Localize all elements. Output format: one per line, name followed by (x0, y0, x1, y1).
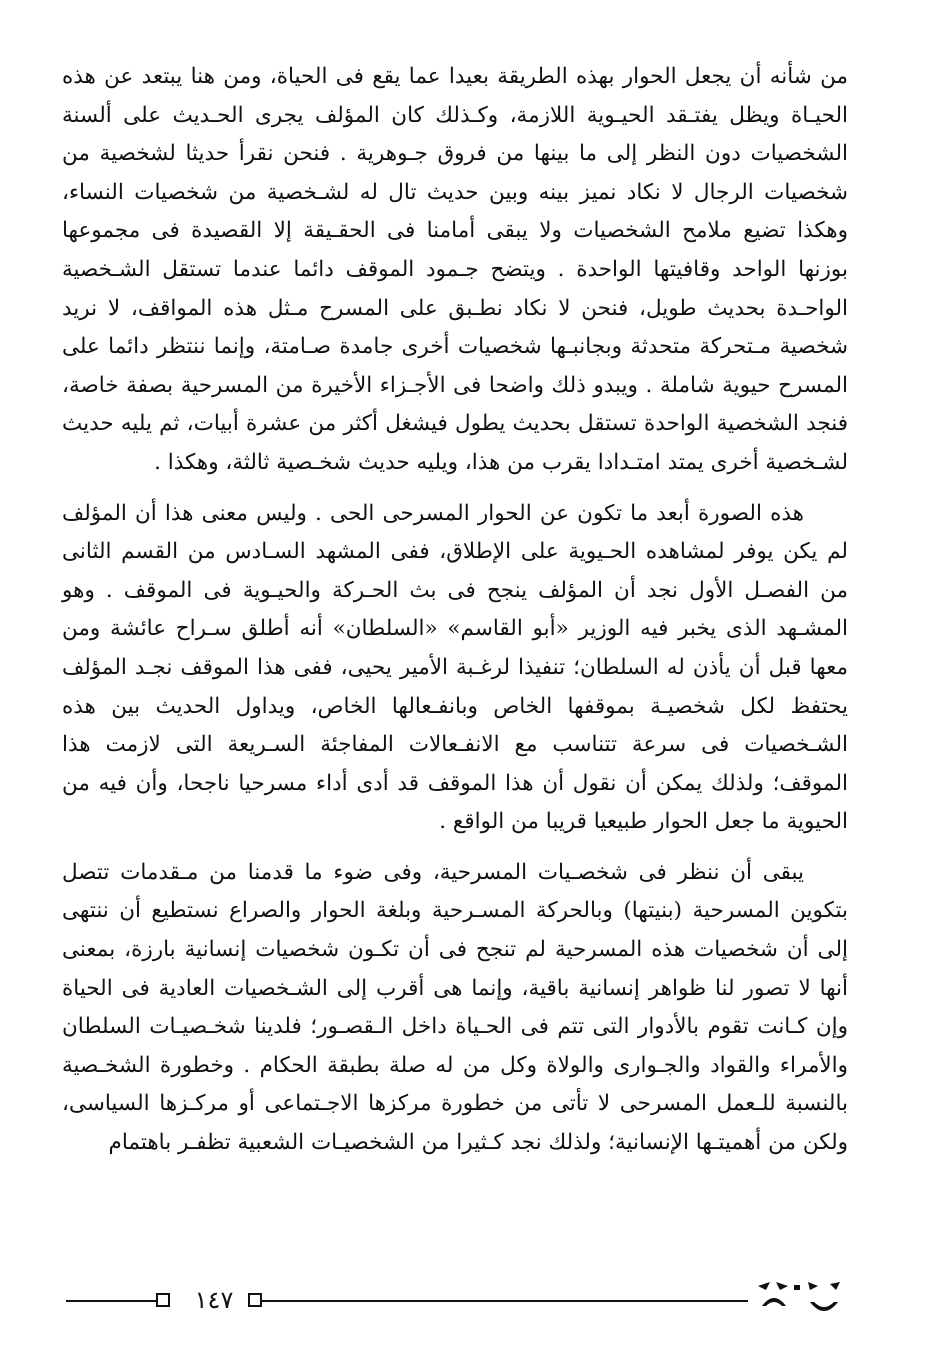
footer-ornament-icon (754, 1276, 846, 1324)
footer-box-left-icon (156, 1293, 170, 1307)
page-number: ١٤٧ (194, 1286, 234, 1314)
paragraph-2: هذه الصورة أبعد ما تكون عن الحوار المسرحى الحى . وليس معنى هذا أن المؤلف لم يكن يوفر لمشاهده الحـيوية على الإطلاق، ففى المشهد السـادس من القسم الثانى من الفصـل الأول نجد أن المؤلف ينجح فى بث الحـركة والحيـوية فى الموقف . وهو المشـهد الذى يخبر فيه الوزير «أبو القاسم» «السلطان» أنه أطلق سـراح عائشة ومن معها قبل أن يأذن له السلطان؛ تنفيذا لرغـبة الأمير يحيى، ففى هذا الموقف نجـد المؤلف يحتفظ لكل شخصيـة بموقفها الخاص وبانفـعالها الخاص، ويداول الحديث بين هذه الشـخصيات فى سرعة تتناسب مع الانفـعالات المفاجئة السـريعة التى لازمت هذا الموقف؛ ولذلك يمكن أن نقول أن هذا الموقف قد أدى أداء مسرحيا ناجحا، وأن فيه من الحيوية ما جعل الحوار طبيعيا قريبا من الواقع . (62, 500, 848, 835)
footer-rule-left (66, 1300, 156, 1302)
body-text (62, 58, 848, 1163)
page-footer (66, 1276, 846, 1324)
footer-box-right-icon (248, 1293, 262, 1307)
footer-rule-right (262, 1300, 748, 1302)
paragraph-3: يبقى أن ننظر فى شخصـيات المسرحية، وفى ضوء ما قدمنا من مـقدمات تتصل بتكوين المسرحية (بنيتها) وبالحركة المسـرحية وبلغة الحوار والصراع نستطيع أن ننتهى إلى أن شخصيات هذه المسرحية لم تنجح فى أن تكـون شخصيات إنسانية بارزة، بمعنى أنها لا تصور لنا ظواهر إنسانية باقية، وإنما هى أقرب إلى الشـخصيات العادية فى الحياة وإن كـانت تقوم بالأدوار التى تتم فى الحـياة داخل الـقصـور؛ فلدينا شخـصيـات السلطان والأمراء والقواد والجـوارى والولاة وكل من له صلة بطبقة الحكام . وخطورة الشخـصية بالنسبة للـعمل المسرحى لا تأتى من خطورة مركزها الاجـتماعى أو مركـزها السياسى، ولكن من أهميتـها الإنسانية؛ ولذلك نجد كـثيرا من الشخصيـات الشعبية تظفـر باهتمام (62, 859, 848, 1156)
paragraph-1: من شأنه أن يجعل الحوار بهذه الطريقة بعيدا عما يقع فى الحياة، ومن هنا يبتعد عن هذه الحيـاة ويظل يفتـقد الحيـوية اللازمة، وكـذلك كان المؤلف يجرى الحـديث على ألسنة الشخصيات دون النظر إلى ما بينها من فروق جـوهرية . فنحن نقرأ حديثا لشخصية من شخصيات الرجال لا نكاد نميز بينه وبين حديث تال له لشـخصية من شخصيات النساء، وهكذا تضيع ملامح الشخصيات ولا يبقى أمامنا فى الحقـيقة إلا القصيدة فى مجموعها بوزنها الواحد وقافيتها الواحدة . ويتضح جـمود الموقف دائما عندما تستقل الشـخصية الواحـدة بحديث طويل، فنحن لا نكاد نطـبق على المسرح مـثل هذه المواقف، لا نريد شخصية مـتحركة متحدثة وبجانبـها شخصيات أخرى جامدة صـامتة، وإنما ننتظر دائما على المسرح حيوية شاملة . ويبدو ذلك واضحا فى الأجـزاء الأخيرة من المسرحية بصفة خاصة، فنجد الشخصية الواحدة تستقل بحديث يطول فيشغل أكثر من عشرة أبيات، ثم يليه حديث لشـخصية أخرى يمتد امتـدادا يقرب من هذا، ويليه حديث شخـصية ثالثة، وهكذا . (62, 64, 848, 475)
